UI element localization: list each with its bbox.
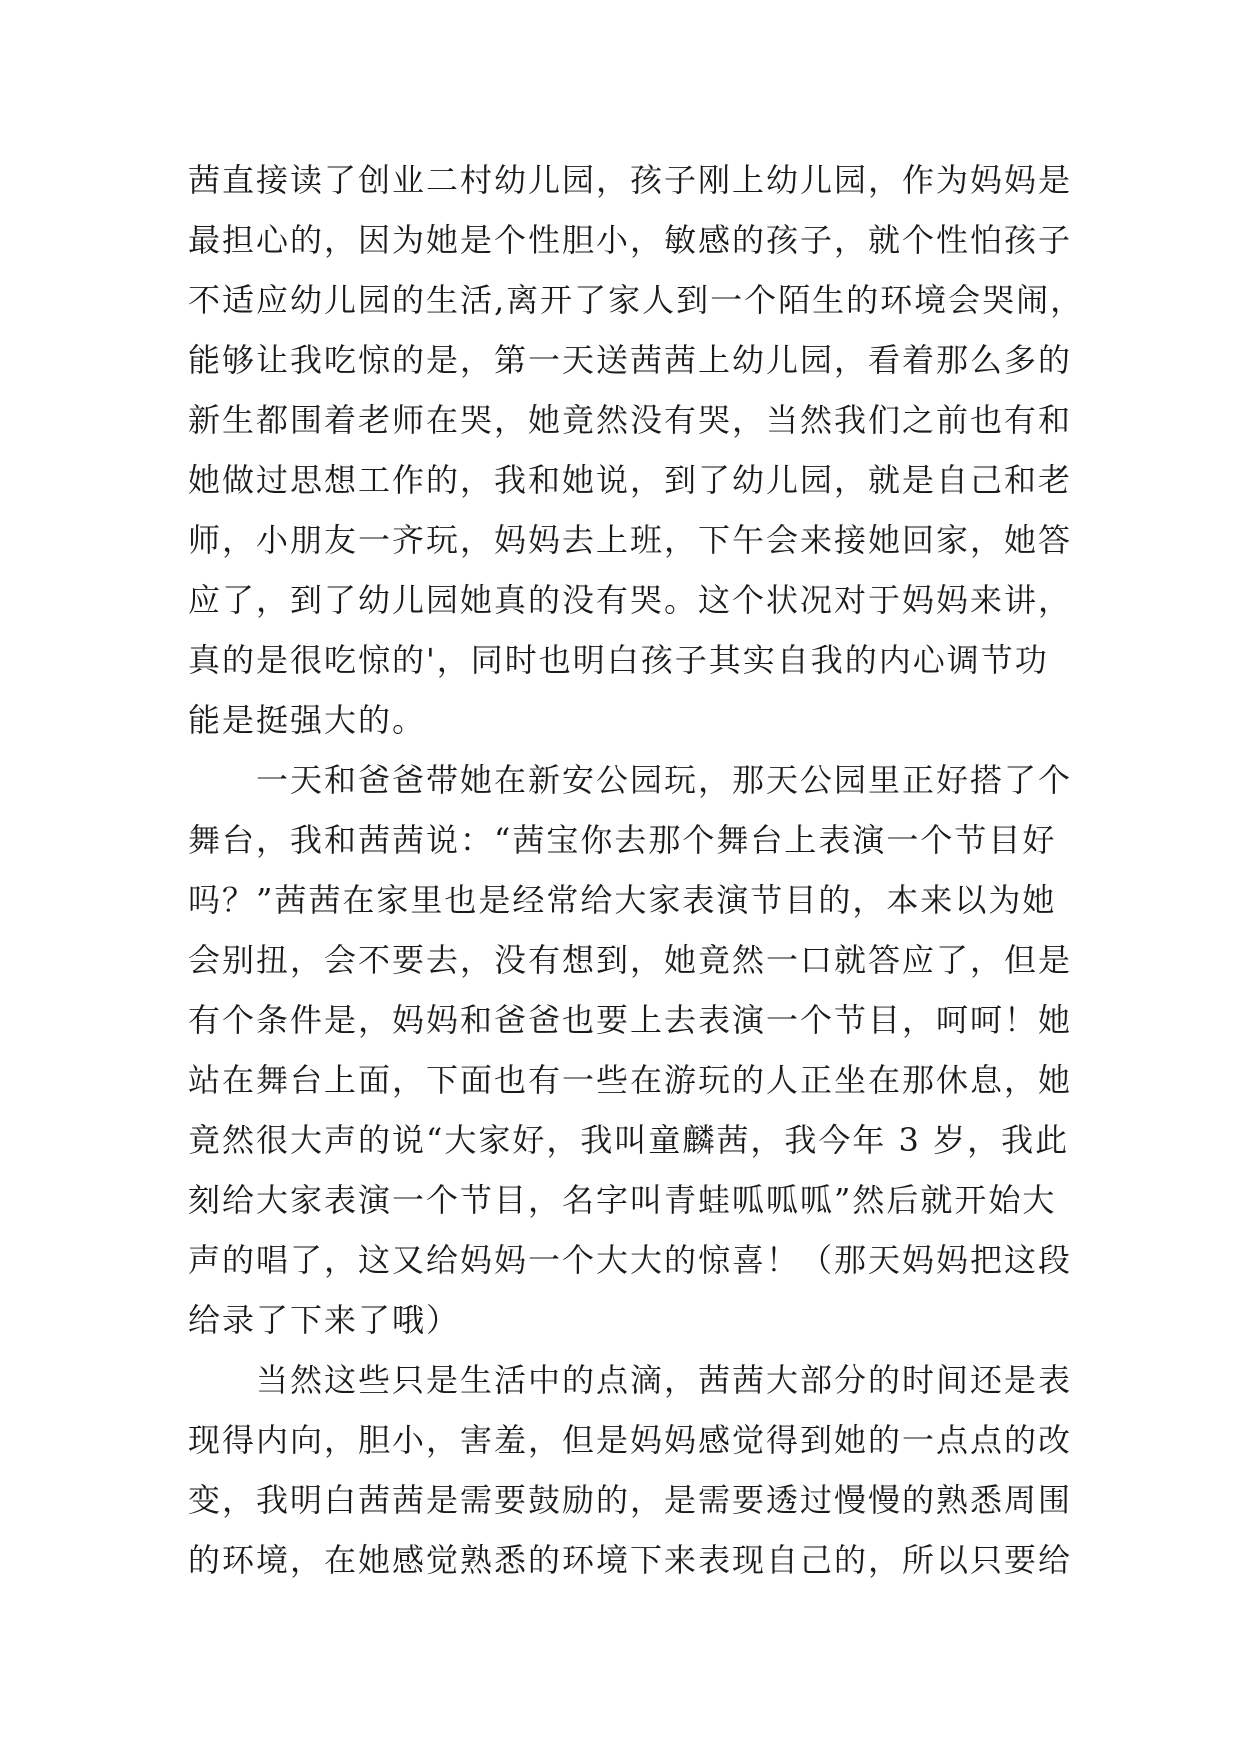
text-line: 当然这些只是生活中的点滴，茜茜大部分的时间还是表	[256, 1361, 1073, 1399]
text-line: 真的是很吃惊的'，同时也明白孩子其实自我的内心调节功	[188, 641, 1049, 679]
paragraph-1	[188, 150, 1085, 750]
paragraph-3	[188, 1350, 1073, 1590]
text-line: 师，小朋友一齐玩，妈妈去上班，下午会来接她回家，她答	[188, 521, 1073, 559]
text-line: 竟然很大声的说“大家好，我叫童麟茜，我今年 3 岁，我此	[188, 1121, 1070, 1159]
text-line: 茜直接读了创业二村幼儿园，孩子刚上幼儿园，作为妈妈是	[188, 161, 1073, 199]
text-line: 声的唱了，这又给妈妈一个大大的惊喜！（那天妈妈把这段	[188, 1241, 1073, 1279]
text-line: 站在舞台上面，下面也有一些在游玩的人正坐在那休息，她	[188, 1061, 1073, 1099]
text-line: 变，我明白茜茜是需要鼓励的，是需要透过慢慢的熟悉周围	[188, 1481, 1073, 1519]
text-line: 的环境，在她感觉熟悉的环境下来表现自己的，所以只要给	[188, 1541, 1073, 1579]
text-line: 应了，到了幼儿园她真的没有哭。这个状况对于妈妈来讲，	[188, 581, 1073, 619]
paragraph-2	[188, 750, 1073, 1350]
text-line: 舞台，我和茜茜说：“茜宝你去那个舞台上表演一个节目好	[188, 821, 1057, 859]
text-line: 能是挺强大的。	[188, 701, 427, 739]
text-line: 给录了下来了哦）	[188, 1301, 461, 1339]
text-line: 不适应幼儿园的生活,离开了家人到一个陌生的环境会哭闹，	[188, 281, 1085, 319]
text-line: 刻给大家表演一个节目，名字叫青蛙呱呱呱”然后就开始大	[188, 1181, 1057, 1219]
text-line: 会别扭，会不要去，没有想到，她竟然一口就答应了，但是	[188, 941, 1073, 979]
text-line: 现得内向，胆小，害羞，但是妈妈感觉得到她的一点点的改	[188, 1421, 1073, 1459]
text-line: 吗？”茜茜在家里也是经常给大家表演节目的，本来以为她	[188, 881, 1057, 919]
text-line: 能够让我吃惊的是，第一天送茜茜上幼儿园，看着那么多的	[188, 341, 1073, 379]
text-line: 她做过思想工作的，我和她说，到了幼儿园，就是自己和老	[188, 461, 1073, 499]
text-line: 最担心的，因为她是个性胆小，敏感的孩子，就个性怕孩子	[188, 221, 1073, 259]
text-line: 新生都围着老师在哭，她竟然没有哭，当然我们之前也有和	[188, 401, 1073, 439]
document-body	[188, 150, 1085, 1590]
text-line: 一天和爸爸带她在新安公园玩，那天公园里正好搭了个	[256, 761, 1073, 799]
text-line: 有个条件是，妈妈和爸爸也要上去表演一个节目，呵呵！她	[188, 1001, 1073, 1039]
